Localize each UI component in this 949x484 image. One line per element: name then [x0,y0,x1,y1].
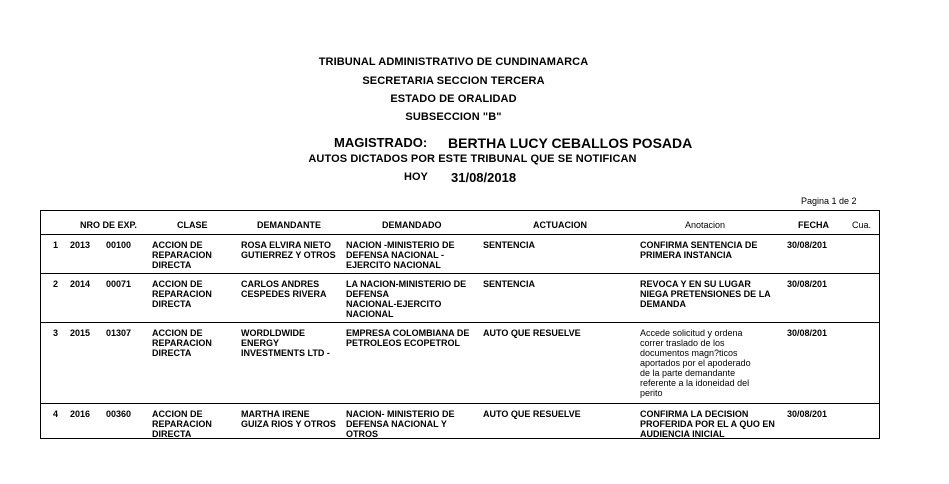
col-header-nro: NRO DE EXP. [80,220,137,230]
notifications-table [40,210,880,439]
row-actuacion: SENTENCIA [483,279,536,289]
row-code: 00360 [106,409,132,419]
row-number: 3 [53,328,59,338]
row-fecha: 30/08/201 [787,279,828,289]
row-actuacion: SENTENCIA [483,240,536,250]
row-demandante: WORDLDWIDE ENERGY INVESTMENTS LTD - [241,328,330,358]
row-demandado: EMPRESA COLOMBIANA DE PETROLEOS ECOPETROL [346,328,470,348]
secretary-section: SECRETARIA SECCION TERCERA [362,75,545,87]
row-divider [41,403,879,404]
row-anotacion: CONFIRMA LA DECISION PROFERIDA POR EL A QUO EN AUDIENCIA INICIAL [640,409,775,439]
court-name: TRIBUNAL ADMINISTRATIVO DE CUNDINAMARCA [318,56,589,68]
row-demandado: NACION -MINISTERIO DE DEFENSA NACIONAL - EJERCITO NACIONAL [346,240,455,270]
subsection-title: SUBSECCION "B" [405,111,502,123]
row-number: 1 [53,240,59,250]
magistrado-label: MAGISTRADO: [334,135,428,150]
col-header-demandante: DEMANDANTE [257,220,321,230]
header-divider [41,234,879,235]
row-actuacion: AUTO QUE RESUELVE [483,328,581,338]
row-code: 01307 [106,328,132,338]
row-anotacion: REVOCA Y EN SU LUGAR NIEGA PRETENSIONES DE LA DEMANDA [640,279,771,309]
col-header-clase: CLASE [177,220,208,230]
row-anotacion: CONFIRMA SENTENCIA DE PRIMERA INSTANCIA [640,240,758,260]
col-header-fecha: FECHA [798,220,829,230]
row-clase: ACCION DE REPARACION DIRECTA [152,240,212,270]
row-year: 2015 [70,328,91,338]
row-year: 2013 [70,240,91,250]
col-header-anotacion: Anotacion [685,220,726,230]
row-demandado: LA NACION-MINISTERIO DE DEFENSA NACIONAL-EJERCITO NACIONAL [346,279,467,319]
row-demandante: CARLOS ANDRES CESPEDES RIVERA [241,279,327,299]
row-fecha: 30/08/201 [787,328,828,338]
row-year: 2016 [70,409,91,419]
hoy-date: 31/08/2018 [451,170,517,185]
page-number: Pagina 1 de 2 [801,196,857,206]
row-clase: ACCION DE REPARACION DIRECTA [152,409,212,439]
col-header-cua: Cua. [852,220,872,230]
col-header-actuacion: ACTUACION [533,220,587,230]
row-number: 4 [53,409,59,419]
row-number: 2 [53,279,59,289]
row-code: 00071 [106,279,132,289]
magistrado-row [0,135,949,153]
row-anotacion: Accede solicitud y ordena correr traslado de los documentos magn?ticos aportados por el apoderado de la parte demandante referente a la idoneidad del perito [640,328,751,398]
row-actuacion: AUTO QUE RESUELVE [483,409,581,419]
row-clase: ACCION DE REPARACION DIRECTA [152,279,212,309]
row-demandado: NACION- MINISTERIO DE DEFENSA NACIONAL Y OTROS [346,409,455,439]
row-divider [41,322,879,323]
row-clase: ACCION DE REPARACION DIRECTA [152,328,212,358]
row-demandante: ROSA ELVIRA NIETO GUTIERREZ Y OTROS [241,240,336,260]
state-title: ESTADO DE ORALIDAD [390,93,517,105]
row-demandante: MARTHA IRENE GUIZA RIOS Y OTROS [241,409,336,429]
autos-line: AUTOS DICTADOS POR ESTE TRIBUNAL QUE SE NOTIFICAN [308,153,637,165]
row-year: 2014 [70,279,91,289]
hoy-label: HOY [404,171,428,183]
row-code: 00100 [106,240,132,250]
row-fecha: 30/08/201 [787,240,828,250]
magistrado-name: BERTHA LUCY CEBALLOS POSADA [448,135,693,151]
row-divider [41,273,879,274]
date-row [0,171,949,187]
row-fecha: 30/08/201 [787,409,828,419]
col-header-demandado: DEMANDADO [382,220,442,230]
